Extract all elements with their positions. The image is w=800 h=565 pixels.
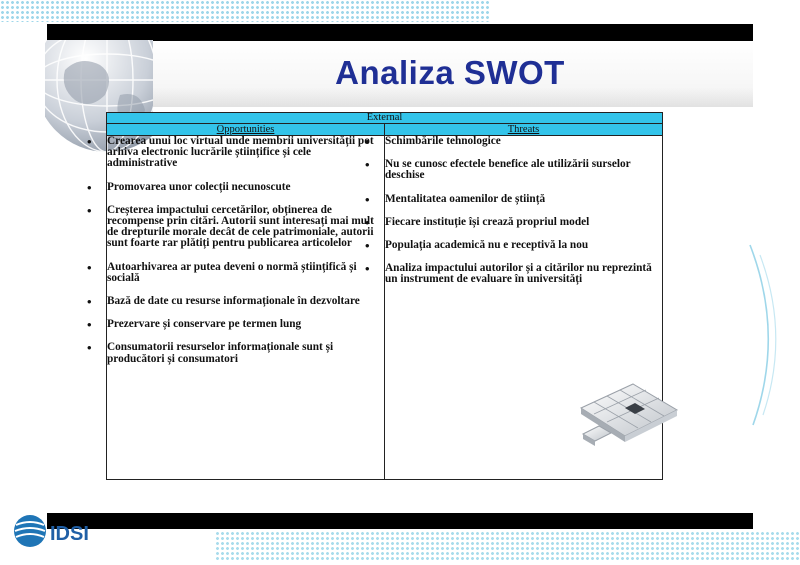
opportunities-header: Opportunities [107, 124, 385, 136]
svg-text:IDSI: IDSI [50, 523, 89, 545]
decorative-swoosh [745, 240, 785, 430]
puzzle-icon [573, 378, 679, 456]
list-item: • Promovarea unor colecții necunoscute [107, 182, 384, 193]
list-item: • Populația academică nu e receptivă la nou [385, 240, 662, 251]
logo-icon [10, 506, 110, 556]
list-item: • Analiza impactului autorilor și a citărilor nu reprezintă un instrument de evaluare în universități [385, 263, 662, 285]
external-header: External [107, 113, 663, 124]
list-item: • Schimbările tehnologice [385, 136, 662, 147]
opportunities-list [107, 136, 384, 365]
bottom-black-bar [47, 513, 753, 529]
list-item: • Nu se cunosc efectele benefice ale utilizării surselor deschise [385, 159, 662, 181]
opportunities-cell [107, 136, 385, 480]
slide-title: Analiza SWOT [335, 54, 565, 91]
list-item: • Autoarhivarea ar putea deveni o normă științifică și socială [107, 262, 384, 284]
list-item: • Creșterea impactului cercetărilor, obținerea de recompense prin citări. Autorii sunt interesați mai mult de drepturile morale decât de cele patrimoniale, autorii sunt foarte rar plătiți pentru publicarea articolelor [107, 205, 384, 250]
list-item: • Mentalitatea oamenilor de știință [385, 194, 662, 205]
decorative-dots-top [0, 0, 490, 22]
list-item: • Prezervare și conservare pe termen lung [107, 319, 384, 330]
threats-header: Threats [385, 124, 663, 136]
top-black-bar [47, 24, 753, 41]
list-item: • Bază de date cu resurse informaționale în dezvoltare [107, 296, 384, 307]
decorative-dots-bottom [215, 531, 800, 561]
list-item: • Consumatorii resurselor informaționale sunt și producători și consumatori [107, 342, 384, 364]
list-item: • Fiecare instituție își crează propriul model [385, 217, 662, 228]
list-item: • Crearea unui loc virtual unde membrii universității pot arhiva electronic lucrările științifice și cele administrative [107, 136, 384, 170]
threats-list [385, 136, 662, 286]
